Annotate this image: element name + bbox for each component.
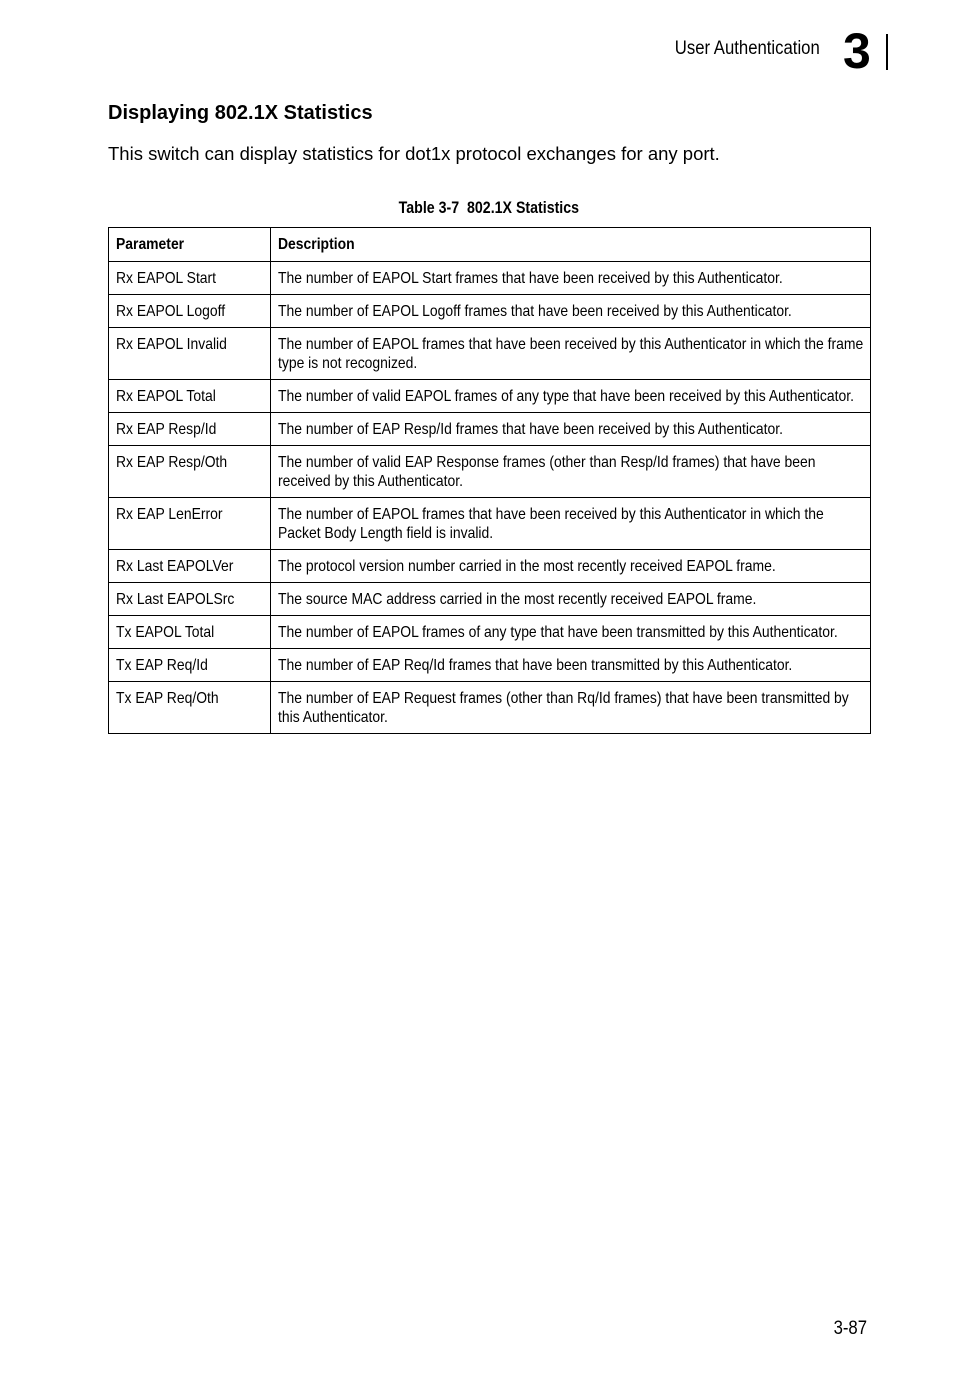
parameter-cell	[109, 328, 271, 380]
parameter-cell	[109, 616, 271, 649]
description-cell	[271, 295, 871, 328]
description-text: The number of EAP Request frames (other than Rq/Id frames) that have been transmitted by this Authenticator.	[278, 690, 849, 726]
description-cell	[271, 583, 871, 616]
header-parameter	[109, 228, 271, 262]
description-cell	[271, 380, 871, 413]
table-row	[109, 413, 871, 446]
description-text: The number of EAPOL Logoff frames that have been received by this Authenticator.	[278, 303, 792, 320]
parameter-text: Tx EAP Req/Id	[116, 657, 208, 674]
parameter-cell	[109, 262, 271, 295]
parameter-cell	[109, 498, 271, 550]
parameter-text: Rx EAP Resp/Oth	[116, 454, 228, 471]
description-text: The number of EAPOL frames that have been received by this Authenticator in which the frame type is not recognized.	[278, 336, 864, 372]
description-text: The source MAC address carried in the most recently received EAPOL frame.	[278, 591, 757, 608]
chapter-number: 3	[843, 23, 871, 79]
intro-paragraph: This switch can display statistics for dot1x protocol exchanges for any port.	[108, 143, 720, 164]
description-cell	[271, 682, 871, 734]
page-number: 3-87	[833, 1318, 867, 1339]
description-cell	[271, 616, 871, 649]
description-text: The number of EAPOL Start frames that have been received by this Authenticator.	[278, 270, 783, 287]
table-row	[109, 583, 871, 616]
parameter-cell	[109, 446, 271, 498]
description-text: The number of EAP Req/Id frames that have been transmitted by this Authenticator.	[278, 657, 793, 674]
description-cell	[271, 328, 871, 380]
table-row	[109, 616, 871, 649]
table-row	[109, 262, 871, 295]
table-caption-text: Table 3-7 802.1X Statistics	[398, 199, 580, 217]
description-cell	[271, 550, 871, 583]
parameter-cell	[109, 413, 271, 446]
header-parameter-label: Parameter	[116, 236, 185, 253]
description-text: The number of valid EAPOL frames of any type that have been received by this Authenticator.	[278, 388, 854, 405]
parameter-text: Rx EAPOL Logoff	[116, 303, 226, 320]
table-caption	[108, 199, 870, 218]
table-row	[109, 649, 871, 682]
table-row	[109, 446, 871, 498]
parameter-text: Rx Last EAPOLVer	[116, 558, 234, 575]
table-row	[109, 498, 871, 550]
table-row	[109, 682, 871, 734]
parameter-text: Rx Last EAPOLSrc	[116, 591, 235, 608]
parameter-cell	[109, 649, 271, 682]
parameter-cell	[109, 380, 271, 413]
description-text: The number of EAPOL frames of any type that have been transmitted by this Authenticator.	[278, 624, 838, 641]
parameter-text: Tx EAPOL Total	[116, 624, 215, 641]
description-text: The number of EAP Resp/Id frames that have been received by this Authenticator.	[278, 421, 784, 438]
parameter-text: Tx EAP Req/Oth	[116, 690, 219, 707]
running-header-title: User Authentication	[675, 38, 820, 59]
table-header-row	[109, 228, 871, 262]
parameter-cell	[109, 682, 271, 734]
header-description-label: Description	[278, 236, 355, 253]
parameter-text: Rx EAPOL Start	[116, 270, 217, 287]
table-row	[109, 380, 871, 413]
description-cell	[271, 498, 871, 550]
parameter-text: Rx EAP Resp/Id	[116, 421, 217, 438]
description-text: The number of valid EAP Response frames (other than Resp/Id frames) that have been received by this Authenticator.	[278, 454, 816, 490]
statistics-table	[108, 227, 871, 734]
parameter-cell	[109, 295, 271, 328]
parameter-text: Rx EAPOL Total	[116, 388, 216, 405]
description-cell	[271, 413, 871, 446]
description-text: The protocol version number carried in the most recently received EAPOL frame.	[278, 558, 776, 575]
parameter-cell	[109, 550, 271, 583]
description-cell	[271, 262, 871, 295]
table-row	[109, 550, 871, 583]
table-row	[109, 295, 871, 328]
parameter-text: Rx EAP LenError	[116, 506, 223, 523]
section-heading: Displaying 802.1X Statistics	[108, 102, 373, 124]
header-description	[271, 228, 871, 262]
parameter-cell	[109, 583, 271, 616]
chapter-divider	[886, 34, 888, 70]
parameter-text: Rx EAPOL Invalid	[116, 336, 227, 353]
description-cell	[271, 649, 871, 682]
description-cell	[271, 446, 871, 498]
table-row	[109, 328, 871, 380]
description-text: The number of EAPOL frames that have been received by this Authenticator in which the Packet Body Length field is invalid.	[278, 506, 824, 542]
